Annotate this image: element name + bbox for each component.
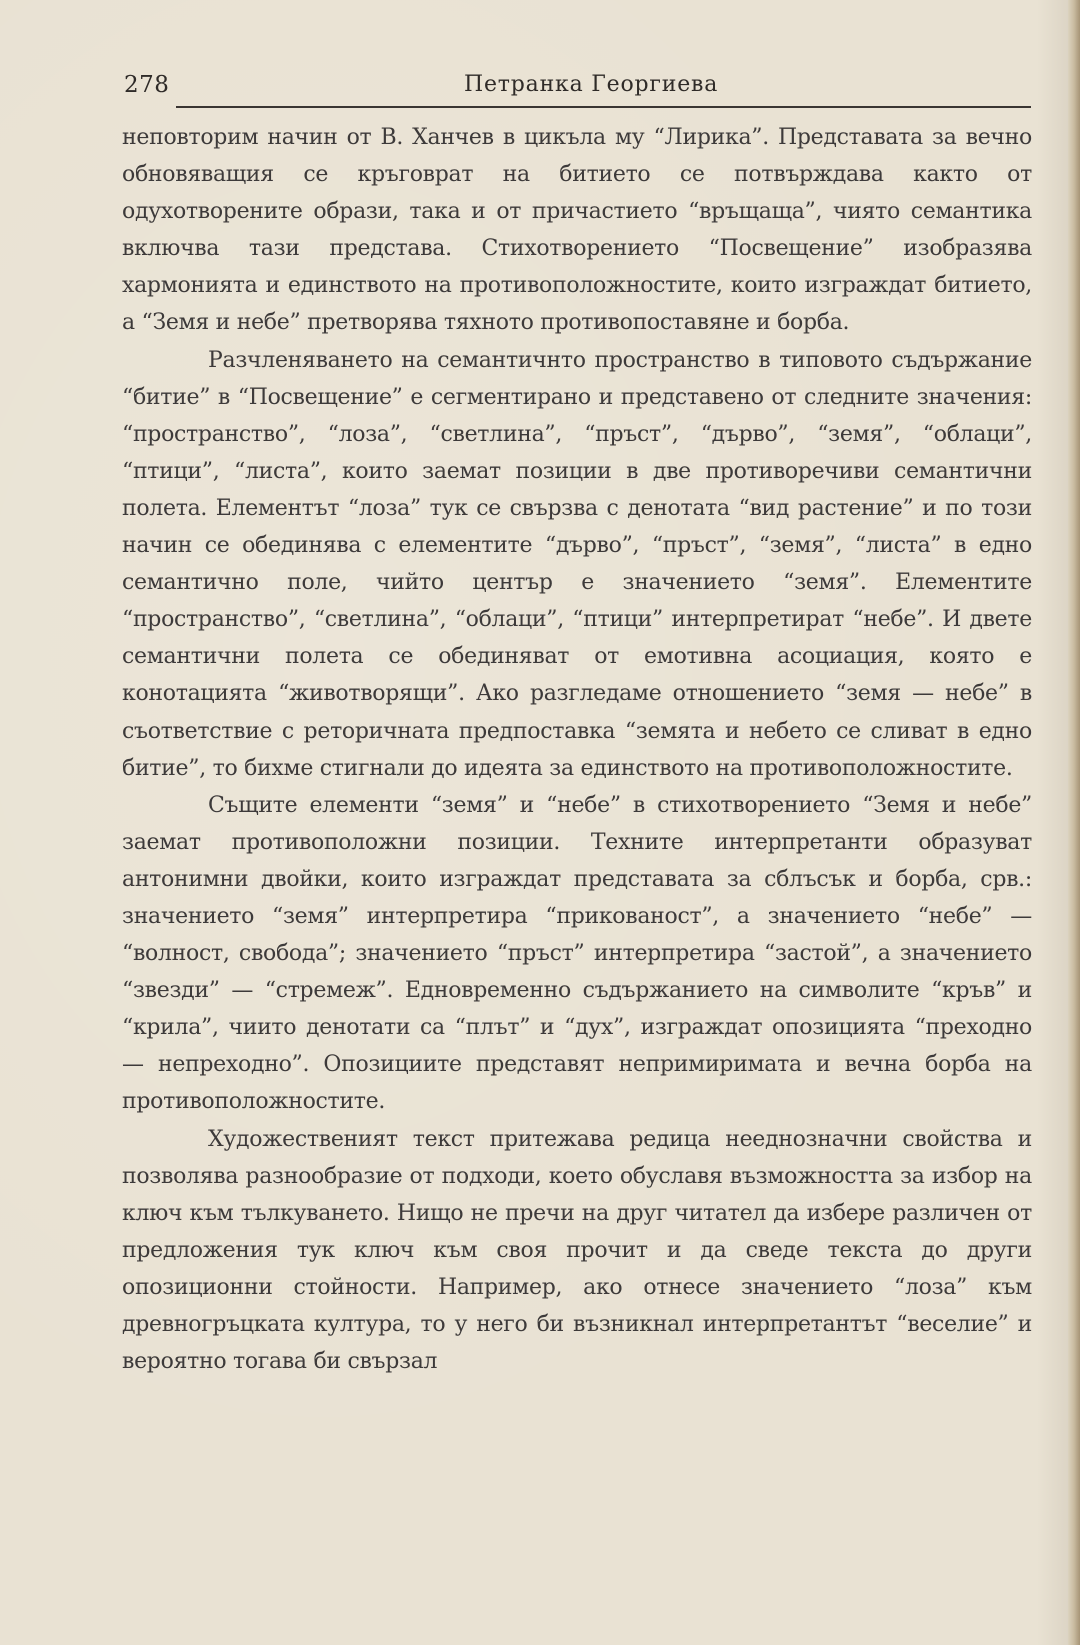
paragraph: Художественият текст притежава редица нееднозначни свойства и позволява разнообразие от подходи, което обуславя възможността за избор на ключ към тълкуването. Нищо не пречи на друг читател да избере различен от предложения тук ключ към своя прочит и да сведе текста до други опозиционни стойности. Например, ако отнесе значението “лоза” към древногръцката култура, то у него би възникнал интерпретантът “веселие” и вероятно тогава би свързал bbox=[122, 1126, 1032, 1375]
body-text bbox=[122, 119, 1032, 1380]
book-spine-edge bbox=[1068, 0, 1080, 1645]
page-number: 278 bbox=[124, 72, 170, 98]
paragraph-continuation: неповторим начин от В. Ханчев в цикъла му “Лирика”. Представата за вечно обновяващия се кръговрат на битието се потвърждава както от одухотворените образи, така и от причастието “връщаща”, чиято семантика включва тази представа. Стихотворението “Посвещение” изобразява хармонията и единството на противоположностите, които изграждат битието, а “Земя и небе” претворява тяхното противопоставяне и борба. bbox=[122, 125, 1032, 336]
running-head-author: Петранка Георгиева bbox=[464, 72, 719, 97]
page-header bbox=[124, 72, 1032, 106]
paragraph: Разчленяването на семантичнто пространство в типовото съдържание “битие” в “Посвещение” е сегментирано и представено от следните значения: “пространство”, “лоза”, “светлина”, “пръст”, “дърво”, “земя”, “облаци”, “птици”, “листа”, които заемат позиции в две противоречиви семантични полета. Елементът “лоза” тук се свързва с денотата “вид растение” и по този начин се обединява с елементите “дърво”, “пръст”, “земя”, “листа” в едно семантично поле, чийто център е значението “земя”. Елементите “пространство”, “светлина”, “облаци”, “птици” интерпретират “небе”. И двете семантични полета се обединяват от емотивна асоциация, която е конотацията “животворящи”. Ако разгледаме отношението “земя — небе” в съответствие с реторичната предпоставка “земята и небето се сливат в едно битие”, то бихме стигнали до идеята за единството на противоположностите. bbox=[122, 347, 1032, 781]
header-rule bbox=[176, 106, 1031, 108]
paragraph: Същите елементи “земя” и “небе” в стихотворението “Земя и небе” заемат противоположни позиции. Техните интерпретанти образуват антонимни двойки, които изграждат представата за сблъсък и борба, срв.: значението “земя” интерпретира “прикованост”, а значението “небе” — “волност, свобода”; значението “пръст” интерпретира “застой”, а значението “звезди” — “стремеж”. Едновременно съдържанието на символите “кръв” и “крила”, чиито денотати са “плът” и “дух”, изграждат опозицията “преходно — непреходно”. Опозициите представят непримиримата и вечна борба на противоположностите. bbox=[122, 792, 1032, 1115]
